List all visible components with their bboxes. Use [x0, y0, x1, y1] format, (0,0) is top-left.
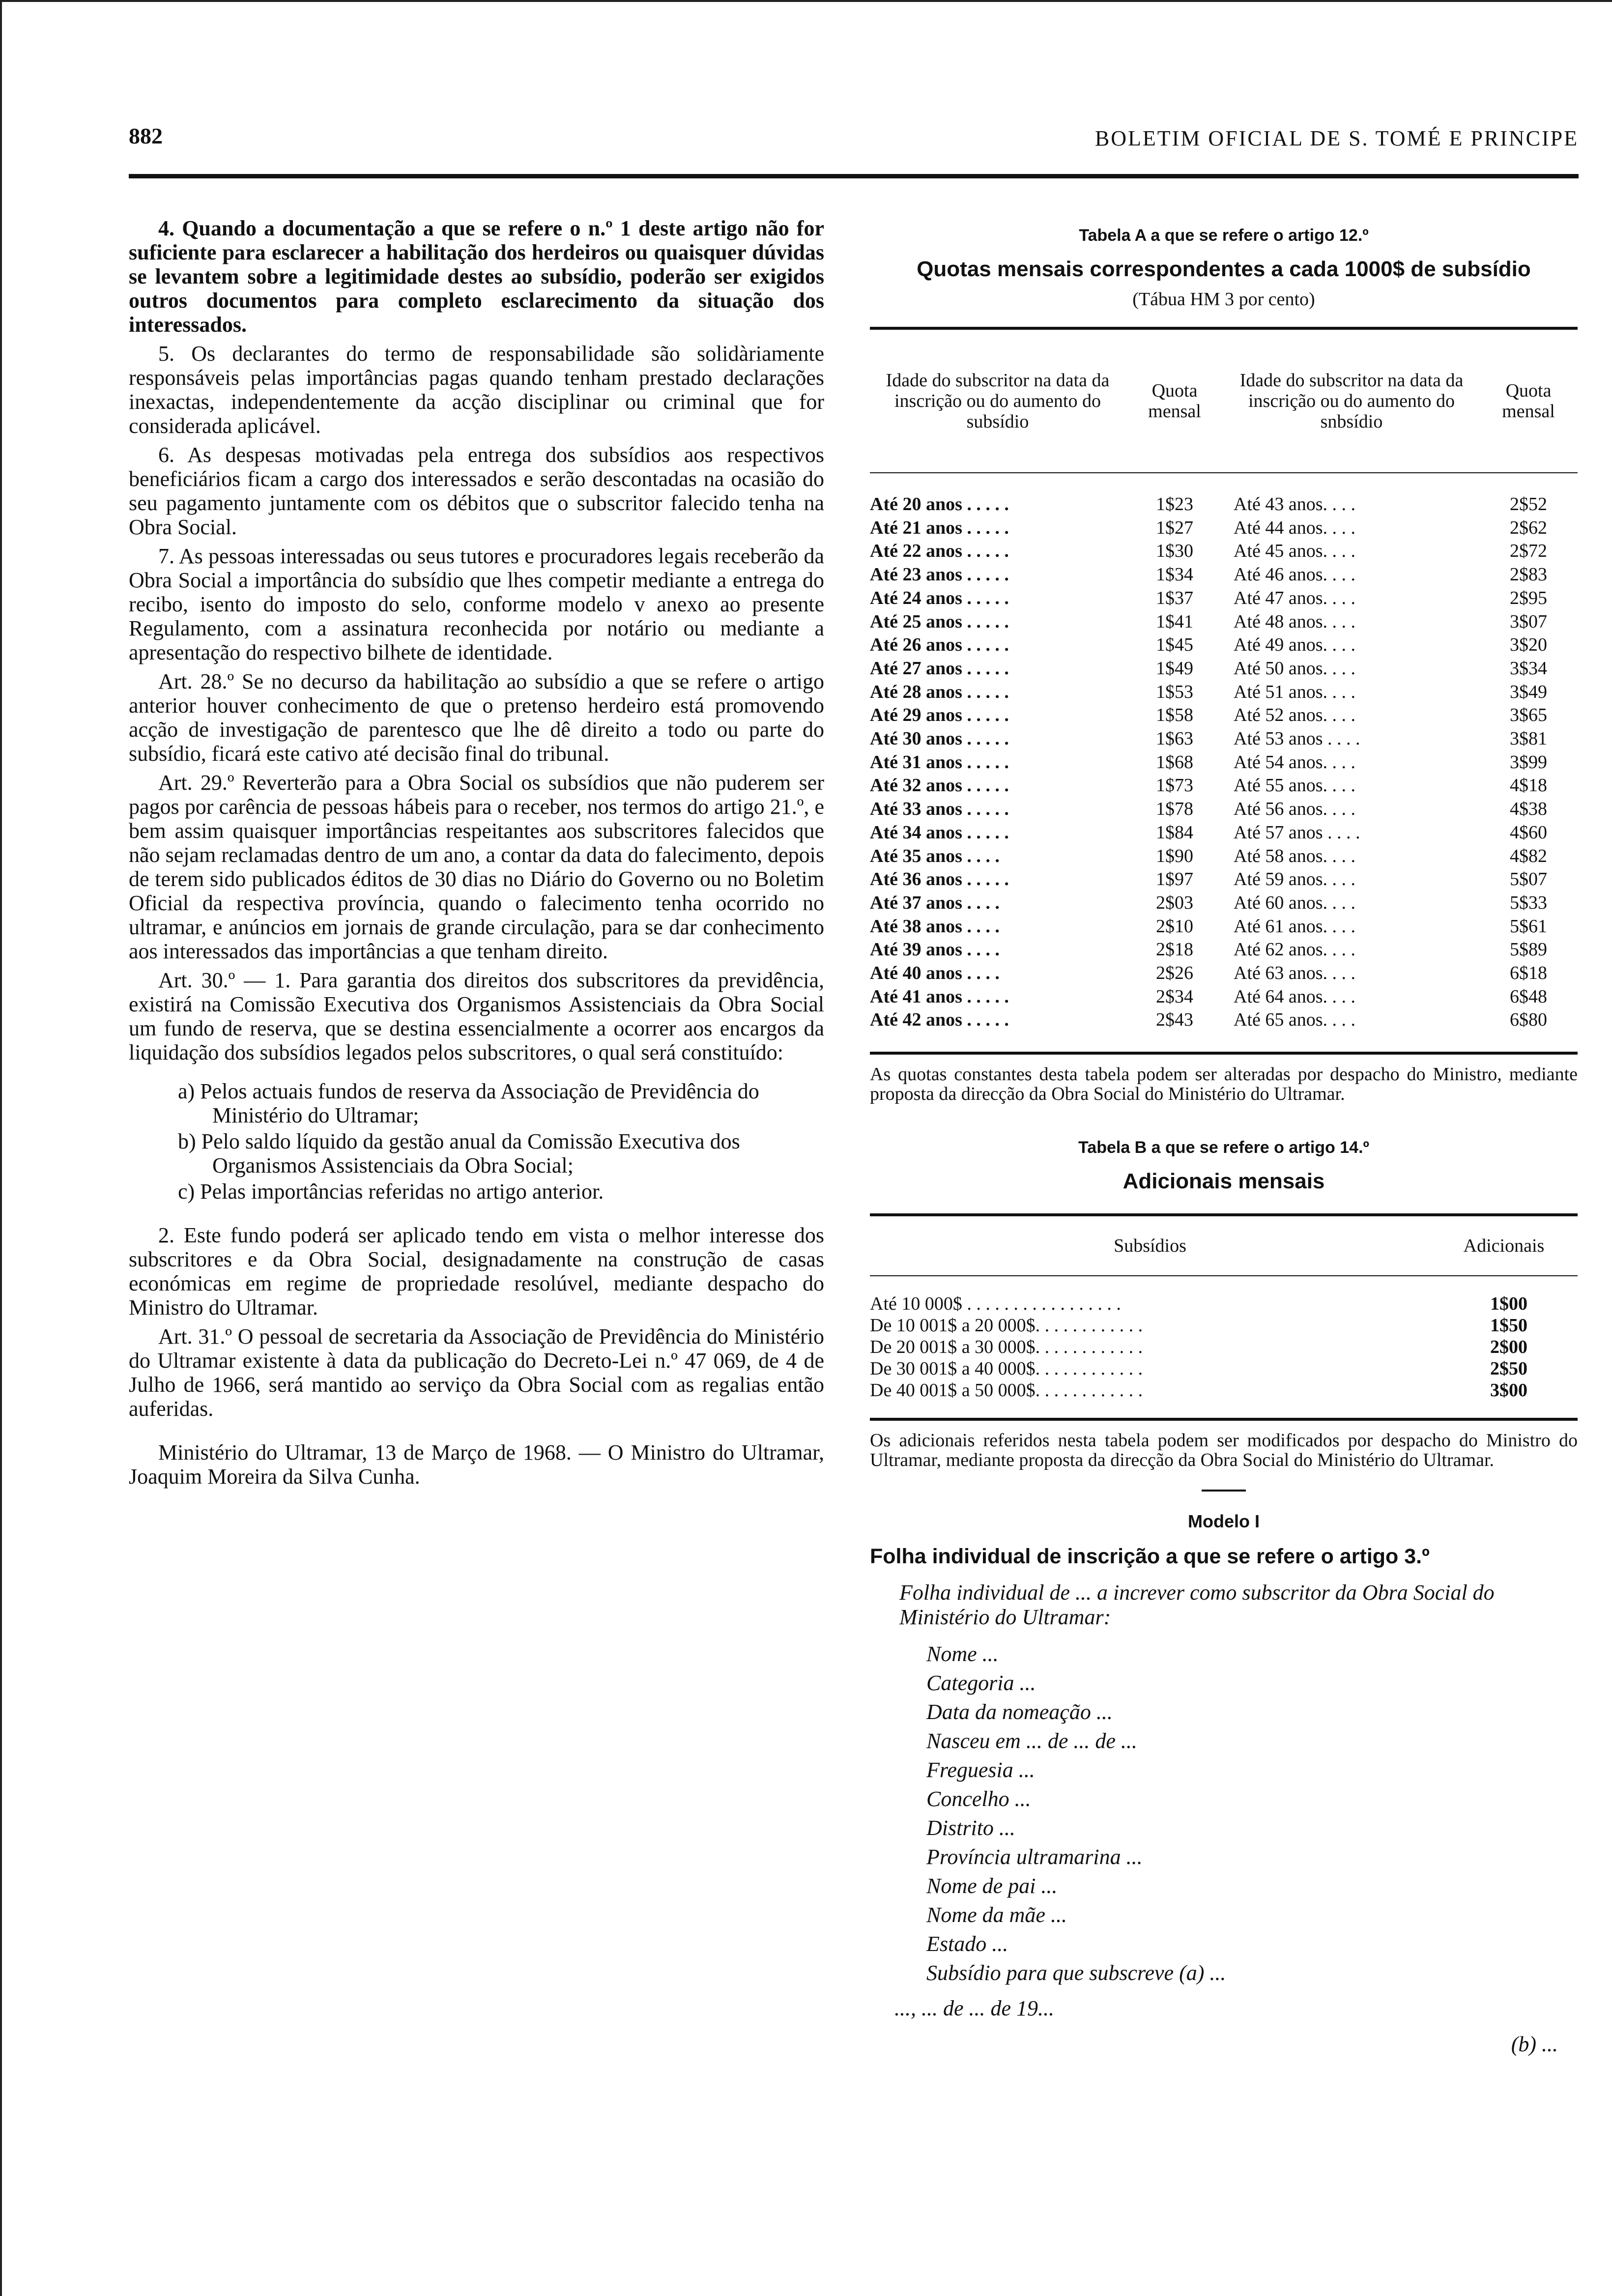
- table-cell: Até 63 anos. . . .: [1234, 963, 1356, 984]
- table-row: [870, 727, 1578, 751]
- table-cell: 2$50: [1490, 1358, 1527, 1379]
- table-cell: Até 43 anos. . . .: [1234, 494, 1356, 515]
- table-cell: 1$30: [1156, 541, 1193, 562]
- table-cell: Até 52 anos. . . .: [1234, 705, 1356, 726]
- table-cell: 6$80: [1510, 1009, 1547, 1031]
- table-row: [870, 1293, 1578, 1315]
- form-field-line: Província ultramarina ...: [926, 1845, 1143, 1869]
- table-row: [870, 985, 1578, 1009]
- table-rule: [870, 1052, 1578, 1055]
- table-cell: Até 24 anos . . . . .: [870, 587, 1009, 608]
- paragraph: 2. Este fundo poderá ser aplicado tendo em vista o melhor interesse dos subscritores e da Obra Social, designadamente na construção de casas económicas em regime de propriedade resolúvel, mediante despacho do Ministro do Ultramar.: [129, 1223, 824, 1320]
- page-number: 882: [129, 123, 163, 148]
- table-b-body: [870, 1276, 1578, 1418]
- table-header-cell: Quota mensal: [1148, 380, 1201, 422]
- table-row: [870, 563, 1578, 587]
- table-cell: Até 34 anos . . . . .: [870, 822, 1009, 843]
- table-cell: 2$34: [1156, 986, 1193, 1007]
- right-column: [870, 216, 1578, 2057]
- form-field-line: Freguesia ...: [926, 1758, 1035, 1782]
- table-cell: Até 50 anos. . . .: [1234, 658, 1356, 679]
- table-cell: 1$78: [1156, 799, 1193, 820]
- table-row: [870, 868, 1578, 891]
- table-cell: 4$18: [1510, 775, 1547, 796]
- table-row: [870, 1336, 1578, 1358]
- table-cell: Até 23 anos . . . . .: [870, 564, 1009, 585]
- table-cell: Até 26 anos . . . . .: [870, 634, 1009, 656]
- left-column: [129, 216, 824, 1493]
- signature-placeholder: (b) ...: [1511, 2032, 1558, 2057]
- table-rule: [870, 1418, 1578, 1421]
- modelo-intro: Folha individual de ... a increver como subscritor da Obra Social do Ministério do Ultramar:: [899, 1580, 1495, 1630]
- table-cell: Até 47 anos. . . .: [1234, 587, 1356, 608]
- list-item: b) Pelo saldo líquido da gestão anual da Comissão Executiva dos Organismos Assistenciais da Obra Social;: [178, 1129, 740, 1177]
- table-cell: 2$10: [1156, 916, 1193, 937]
- table-cell: 1$41: [1156, 611, 1193, 632]
- table-cell: Até 58 anos. . . .: [1234, 845, 1356, 866]
- table-row: [870, 1008, 1578, 1032]
- table-cell: 1$84: [1156, 822, 1193, 843]
- table-cell: Até 46 anos. . . .: [1234, 564, 1356, 585]
- signature-line: Ministério do Ultramar, 13 de Março de 1968. — O Ministro do Ultramar, Joaquim Moreira da Silva Cunha.: [129, 1440, 824, 1489]
- table-cell: 2$00: [1490, 1337, 1527, 1358]
- table-row: [870, 681, 1578, 704]
- table-cell: 4$82: [1510, 845, 1547, 866]
- table-cell: 1$53: [1156, 681, 1193, 702]
- form-field-line: Concelho ...: [926, 1787, 1031, 1811]
- table-cell: 2$18: [1156, 939, 1193, 960]
- table-row: [870, 798, 1578, 821]
- list-item: c) Pelas importâncias referidas no artigo anterior.: [178, 1179, 604, 1204]
- table-cell: Até 59 anos. . . .: [1234, 869, 1356, 890]
- table-cell: 2$95: [1510, 587, 1547, 608]
- table-cell: 5$89: [1510, 939, 1547, 960]
- table-cell: Até 10 000$ . . . . . . . . . . . . . . . . .: [870, 1293, 1121, 1315]
- table-cell: Até 57 anos . . . .: [1234, 822, 1360, 843]
- table-cell: Até 22 anos . . . . .: [870, 541, 1009, 562]
- table-row: [870, 540, 1578, 563]
- table-cell: 2$83: [1510, 564, 1547, 585]
- scan-edge-left: [0, 0, 2, 2296]
- table-cell: Até 30 anos . . . . .: [870, 728, 1009, 749]
- table-cell: 1$63: [1156, 728, 1193, 749]
- table-cell: 1$49: [1156, 658, 1193, 679]
- table-cell: 1$34: [1156, 564, 1193, 585]
- table-cell: Até 31 anos . . . . .: [870, 751, 1009, 773]
- table-cell: De 10 001$ a 20 000$. . . . . . . . . . . .: [870, 1315, 1143, 1336]
- paragraph: Art. 28.º Se no decurso da habilitação ao subsídio a que se refere o artigo anterior houver conhecimento de que o pretenso herdeiro está promovendo acção de investigação de parentesco que lhe dê direito a todo ou parte do subsídio, ficará este cativo até decisão final do tribunal.: [129, 669, 824, 766]
- table-cell: 2$26: [1156, 963, 1193, 984]
- table-cell: 1$68: [1156, 751, 1193, 773]
- table-cell: 1$00: [1490, 1293, 1527, 1315]
- table-row: [870, 493, 1578, 517]
- section-divider: [1202, 1490, 1246, 1492]
- table-cell: Até 54 anos. . . .: [1234, 751, 1356, 773]
- table-cell: 3$99: [1510, 751, 1547, 773]
- table-cell: Até 64 anos. . . .: [1234, 986, 1356, 1007]
- table-cell: Até 36 anos . . . . .: [870, 869, 1009, 890]
- table-a-caption: Tabela A a que se refere o artigo 12.º: [1079, 226, 1369, 245]
- table-cell: Até 56 anos. . . .: [1234, 799, 1356, 820]
- table-cell: 1$45: [1156, 634, 1193, 656]
- closing-date: ..., ... de ... de 19...: [894, 1996, 1055, 2021]
- paragraph: 7. As pessoas interessadas ou seus tutores e procuradores legais receberão da Obra Social a importância do subsídio que lhes competir mediante a entrega do recibo, isento do imposto do selo, conforme modelo v anexo ao presente Regulamento, com a assinatura reconhecida por notário ou mediante a apresentação do respectivo bilhete de identidade.: [129, 544, 824, 664]
- table-header-cell: Idade do subscritor na data da inscrição ou do aumento do snbsídio: [1239, 370, 1464, 432]
- table-cell: 3$81: [1510, 728, 1547, 749]
- table-cell: Até 35 anos . . . .: [870, 845, 1000, 866]
- publication-title: BOLETIM OFICIAL DE S. TOMÉ E PRINCIPE: [1094, 126, 1579, 150]
- table-row: [870, 633, 1578, 657]
- table-cell: 2$52: [1510, 494, 1547, 515]
- table-a-subtitle: (Tábua HM 3 por cento): [1132, 289, 1315, 310]
- table-cell: 3$20: [1510, 634, 1547, 656]
- table-a-header: [870, 330, 1578, 472]
- table-cell: Até 20 anos . . . . .: [870, 494, 1009, 515]
- table-cell: Até 32 anos . . . . .: [870, 775, 1009, 796]
- paragraph: Art. 30.º — 1. Para garantia dos direitos dos subscritores da previdência, existirá na Comissão Executiva dos Organismos Assistenciais da Obra Social um fundo de reserva, que se destina essencialmente a ocorrer aos encargos da liquidação dos subsídios legados pelos subscritores, o qual será constituído:: [129, 968, 824, 1064]
- form-field-line: Data da nomeação ...: [926, 1700, 1113, 1724]
- table-cell: Até 45 anos. . . .: [1234, 541, 1356, 562]
- table-row: [870, 821, 1578, 845]
- scan-edge-top: [0, 0, 1612, 2]
- table-b-note: Os adicionais referidos nesta tabela podem ser modificados por despacho do Ministro do Ultramar, mediante proposta da direcção da Obra Social do Ministério do Ultramar.: [870, 1430, 1578, 1471]
- table-row: [870, 657, 1578, 681]
- table-cell: 1$97: [1156, 869, 1193, 890]
- form-field-line: Nome ...: [926, 1642, 999, 1666]
- table-cell: Até 41 anos . . . . .: [870, 986, 1009, 1007]
- table-cell: 3$65: [1510, 705, 1547, 726]
- table-cell: Até 37 anos . . . .: [870, 892, 1000, 913]
- table-row: [870, 1379, 1578, 1401]
- table-row: [870, 845, 1578, 868]
- table-cell: Até 27 anos . . . . .: [870, 658, 1009, 679]
- modelo-title: Folha individual de inscrição a que se refere o artigo 3.º: [870, 1545, 1430, 1569]
- table-cell: 2$43: [1156, 1009, 1193, 1031]
- table-row: [870, 1315, 1578, 1336]
- table-cell: Até 48 anos. . . .: [1234, 611, 1356, 632]
- table-cell: 1$37: [1156, 587, 1193, 608]
- table-header-cell: Adicionais: [1463, 1235, 1545, 1257]
- form-field-line: Categoria ...: [926, 1671, 1036, 1695]
- header-rule: [129, 174, 1579, 178]
- table-cell: Até 53 anos . . . .: [1234, 728, 1360, 749]
- table-b-header: [870, 1216, 1578, 1275]
- table-cell: 3$34: [1510, 658, 1547, 679]
- table-cell: 1$23: [1156, 494, 1193, 515]
- table-a-title: Quotas mensais correspondentes a cada 1000$ de subsídio: [917, 257, 1531, 281]
- fund-list: [178, 1079, 824, 1204]
- table-row: [870, 938, 1578, 962]
- table-row: [870, 962, 1578, 985]
- table-cell: Até 21 anos . . . . .: [870, 517, 1009, 538]
- table-cell: Até 39 anos . . . .: [870, 939, 1000, 960]
- paragraph: Art. 29.º Reverterão para a Obra Social os subsídios que não puderem ser pagos por carência de pessoas hábeis para o receber, nos termos do artigo 21.º, e bem assim quaisquer importâncias respeitantes aos subscritores falecidos que não sejam reclamadas dentro de um ano, a contar da data do falecimento, depois de terem sido publicados éditos de 30 dias no Diário do Governo ou no Boletim Oficial da respectiva província, quando o falecimento tenha ocorrido no ultramar, e anúncios em jornais de grande circulação, para se dar conhecimento aos interessados das importâncias a que tenham direito.: [129, 771, 824, 963]
- table-cell: Até 28 anos . . . . .: [870, 681, 1009, 702]
- table-cell: 4$60: [1510, 822, 1547, 843]
- table-cell: De 30 001$ a 40 000$. . . . . . . . . . . .: [870, 1358, 1143, 1379]
- paragraph: Art. 31.º O pessoal de secretaria da Associação de Previdência do Ministério do Ultramar existente à data da publicação do Decreto-Lei n.º 47 069, de 4 de Julho de 1966, será mantido ao serviço da Obra Social com as regalias então auferidas.: [129, 1324, 824, 1421]
- form-field-line: Nome da mãe ...: [926, 1903, 1067, 1927]
- table-row: [870, 915, 1578, 939]
- table-cell: Até 33 anos . . . . .: [870, 799, 1009, 820]
- table-row: [870, 704, 1578, 727]
- table-cell: Até 42 anos . . . . .: [870, 1009, 1009, 1031]
- table-row: [870, 891, 1578, 915]
- table-cell: Até 51 anos. . . .: [1234, 681, 1356, 702]
- table-row: [870, 751, 1578, 775]
- table-b-caption: Tabela B a que se refere o artigo 14.º: [1078, 1138, 1369, 1157]
- paragraph: 5. Os declarantes do termo de responsabilidade são solidàriamente responsáveis pelas importâncias pagas quando tenham prestado declarações inexactas, independentemente da acção disciplinar ou criminal que for considerada aplicável.: [129, 342, 824, 438]
- table-row: [870, 610, 1578, 634]
- table-cell: 1$27: [1156, 517, 1193, 538]
- table-cell: Até 62 anos. . . .: [1234, 939, 1356, 960]
- table-row: [870, 517, 1578, 540]
- table-cell: 2$03: [1156, 892, 1193, 913]
- table-cell: 2$62: [1510, 517, 1547, 538]
- table-cell: Até 55 anos. . . .: [1234, 775, 1356, 796]
- form-field-line: Subsídio para que subscreve (a) ...: [926, 1961, 1226, 1985]
- table-cell: Até 60 anos. . . .: [1234, 892, 1356, 913]
- table-cell: 3$00: [1490, 1380, 1527, 1401]
- paragraph: 4. Quando a documentação a que se refere o n.º 1 deste artigo não for suficiente para esclarecer a habilitação dos herdeiros ou quaisquer dúvidas se levantem sobre a legitimidade destes ao subsídio, poderão ser exigidos outros documentos para completo esclarecimento da situação dos interessados.: [129, 216, 824, 337]
- table-cell: 5$07: [1510, 869, 1547, 890]
- table-row: [870, 1358, 1578, 1379]
- table-a-body: [870, 473, 1578, 1052]
- table-cell: Até 40 anos . . . .: [870, 963, 1000, 984]
- table-cell: 6$18: [1510, 963, 1547, 984]
- table-cell: 1$90: [1156, 845, 1193, 866]
- table-cell: 5$33: [1510, 892, 1547, 913]
- table-cell: Até 25 anos . . . . .: [870, 611, 1009, 632]
- form-field-line: Nasceu em ... de ... de ...: [926, 1729, 1137, 1753]
- table-cell: Até 29 anos . . . . .: [870, 705, 1009, 726]
- table-cell: Até 61 anos. . . .: [1234, 916, 1356, 937]
- paragraph: 6. As despesas motivadas pela entrega dos subsídios aos respectivos beneficiários ficam a cargo dos interessados e serão descontadas na ocasião do seu pagamento juntamente com os débitos que o subscritor falecido tenha na Obra Social.: [129, 443, 824, 539]
- form-field-line: Estado ...: [926, 1932, 1008, 1956]
- table-cell: 6$48: [1510, 986, 1547, 1007]
- table-cell: Até 44 anos. . . .: [1234, 517, 1356, 538]
- table-cell: 2$72: [1510, 541, 1547, 562]
- table-a-note: As quotas constantes desta tabela podem ser alteradas por despacho do Ministro, mediante proposta da direcção da Obra Social do Ministério do Ultramar.: [870, 1064, 1578, 1105]
- table-cell: 3$49: [1510, 681, 1547, 702]
- form-field-line: Nome de pai ...: [926, 1874, 1058, 1898]
- table-cell: 1$73: [1156, 775, 1193, 796]
- table-cell: 5$61: [1510, 916, 1547, 937]
- page-header: [129, 123, 1579, 162]
- table-cell: 1$50: [1490, 1315, 1527, 1336]
- table-cell: De 20 001$ a 30 000$. . . . . . . . . . . .: [870, 1337, 1143, 1358]
- table-header-cell: Idade do subscritor na data da inscrição ou do aumento do subsídio: [886, 370, 1110, 432]
- table-row: [870, 774, 1578, 798]
- form-fields: [926, 1639, 1578, 1987]
- form-field-line: Distrito ...: [926, 1816, 1015, 1840]
- modelo-label: Modelo I: [1188, 1511, 1260, 1532]
- list-item: a) Pelos actuais fundos de reserva da Associação de Previdência do Ministério do Ultramar;: [178, 1079, 759, 1127]
- table-header-cell: Quota mensal: [1502, 380, 1555, 422]
- table-cell: 4$38: [1510, 799, 1547, 820]
- table-cell: Até 49 anos. . . .: [1234, 634, 1356, 656]
- table-cell: Até 65 anos. . . .: [1234, 1009, 1356, 1031]
- table-cell: De 40 001$ a 50 000$. . . . . . . . . . . .: [870, 1380, 1143, 1401]
- table-header-cell: Subsídios: [1114, 1235, 1186, 1257]
- table-cell: 3$07: [1510, 611, 1547, 632]
- table-cell: 1$58: [1156, 705, 1193, 726]
- table-row: [870, 587, 1578, 610]
- table-b-title: Adicionais mensais: [1123, 1169, 1325, 1194]
- table-cell: Até 38 anos . . . .: [870, 916, 1000, 937]
